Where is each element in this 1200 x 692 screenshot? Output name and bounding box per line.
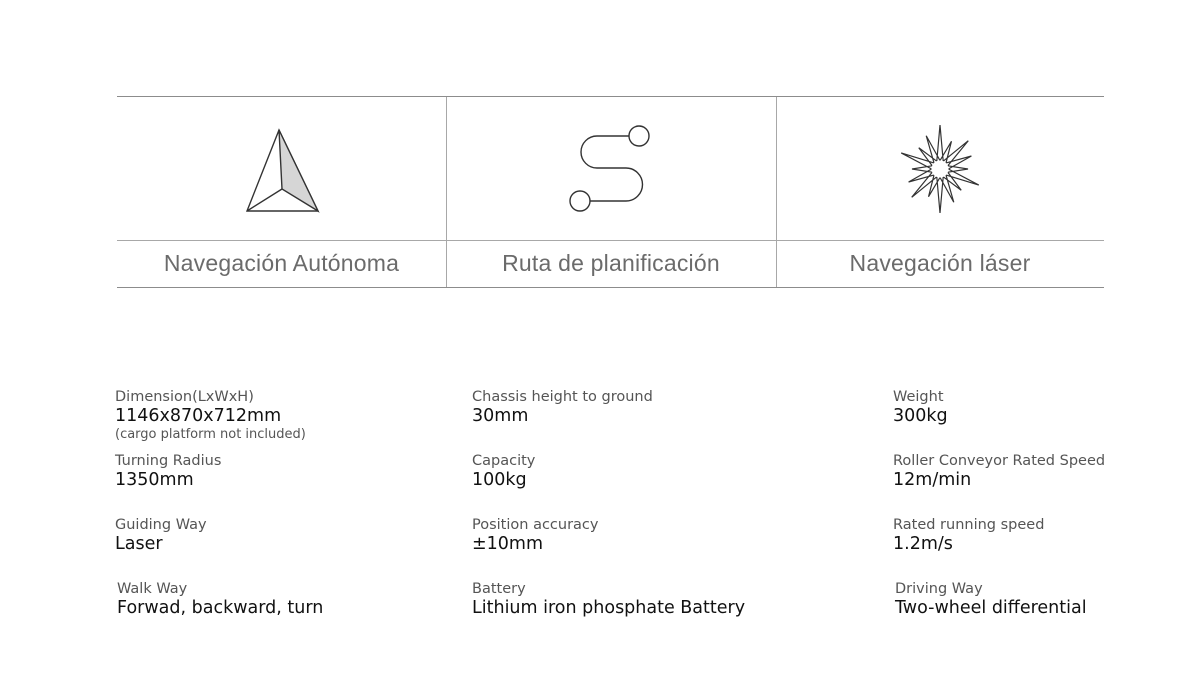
- s-path-icon: [566, 121, 656, 217]
- spec-label: Battery: [472, 581, 526, 597]
- spec-label: Chassis height to ground: [472, 389, 653, 405]
- arrowhead-icon: [242, 124, 322, 214]
- feature-laser-navigation: [776, 97, 1104, 287]
- spec-chassis-height: [472, 388, 792, 427]
- spec-note: (cargo platform not included): [115, 427, 306, 442]
- spec-value: Lithium iron phosphate Battery: [472, 598, 746, 618]
- spec-value: 30mm: [472, 406, 529, 426]
- spec-running-speed: [893, 516, 1193, 555]
- spec-value: 100kg: [472, 470, 527, 490]
- features-panel: [117, 96, 1104, 288]
- spec-value: Laser: [115, 534, 163, 554]
- spec-label: Dimension(LxWxH): [115, 389, 254, 405]
- spec-position-accuracy: [472, 516, 792, 555]
- spec-walk-way: [117, 580, 437, 619]
- feature-icon-box: [117, 97, 446, 241]
- spec-value: 1.2m/s: [893, 534, 953, 554]
- feature-route-planning: [446, 97, 777, 287]
- spec-label: Capacity: [472, 453, 536, 469]
- feature-autonomous-navigation: [117, 97, 447, 287]
- spec-label: Driving Way: [895, 581, 983, 597]
- spec-capacity: [472, 452, 792, 491]
- spec-label: Turning Radius: [115, 453, 222, 469]
- spec-value: Two-wheel differential: [895, 598, 1087, 618]
- spec-value: 1350mm: [115, 470, 194, 490]
- spec-battery: [472, 580, 792, 619]
- spec-label: Roller Conveyor Rated Speed: [893, 453, 1106, 469]
- feature-label: Ruta de planificación: [502, 250, 720, 276]
- feature-label: Navegación láser: [849, 250, 1031, 276]
- spec-dimension: [115, 388, 435, 442]
- spec-value: ±10mm: [472, 534, 544, 554]
- spec-value: 1146x870x712mm: [115, 406, 282, 426]
- spec-label: Guiding Way: [115, 517, 207, 533]
- spec-value: Forwad, backward, turn: [117, 598, 324, 618]
- spec-value: 300kg: [893, 406, 948, 426]
- feature-label: Navegación Autónoma: [163, 250, 400, 276]
- spec-guiding-way: [115, 516, 435, 555]
- spec-label: Rated running speed: [893, 517, 1045, 533]
- feature-icon-box: [776, 97, 1104, 241]
- spec-roller-speed: [893, 452, 1193, 491]
- spec-value: 12m/min: [893, 470, 972, 490]
- spec-turning-radius: [115, 452, 435, 491]
- spec-label: Walk Way: [117, 581, 188, 597]
- laser-burst-icon: [890, 119, 990, 219]
- laser-burst-spikes: [901, 125, 979, 213]
- spec-driving-way: [895, 580, 1195, 619]
- spec-label: Position accuracy: [472, 517, 599, 533]
- feature-icon-box: [446, 97, 776, 241]
- spec-weight: [893, 388, 1193, 427]
- spec-label: Weight: [893, 389, 944, 405]
